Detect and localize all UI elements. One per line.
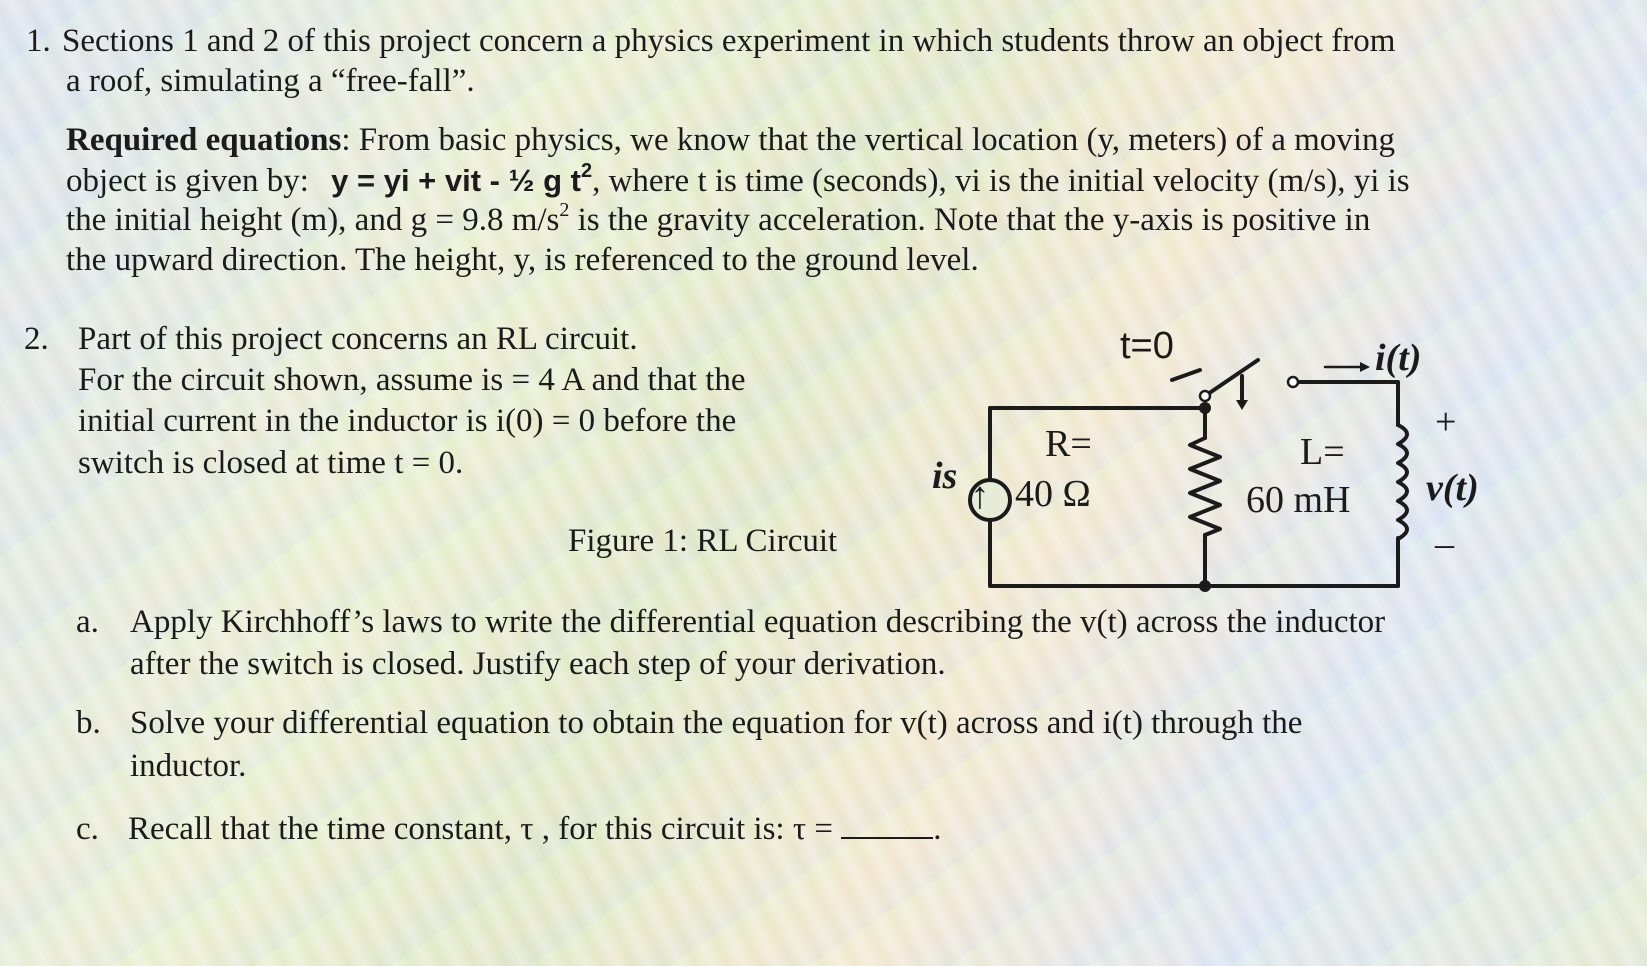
junction-node-bottom [1199, 580, 1211, 592]
voltage-label: v(t) [1426, 467, 1479, 509]
required-line3-exponent: 2 [559, 199, 570, 221]
question-a-letter: a. [76, 604, 99, 640]
switch-contact-right [1288, 377, 1298, 387]
required-line1-rest: : From basic physics, we know that the vertical location (y, meters) of a moving [341, 122, 1395, 158]
free-fall-equation [331, 160, 593, 198]
question-c-text: Recall that the time constant, τ , for this circuit is: τ = [128, 811, 833, 847]
required-line3-start: the initial height (m), and g = 9.8 m/s [66, 202, 560, 238]
rl-circuit-diagram [890, 325, 1590, 600]
voltage-minus-sign: – [1435, 523, 1454, 565]
item2-line4: switch is closed at time t = 0. [78, 445, 464, 481]
source-current-label: is [932, 455, 958, 497]
item2-line2: For the circuit shown, assume is = 4 A and that the [78, 362, 746, 398]
equation-text: y = yi + vit - ½ g t [331, 163, 581, 198]
item1-line1: Sections 1 and 2 of this project concern a physics experiment in which students throw an object from [62, 23, 1396, 59]
switch-blade [1205, 360, 1258, 396]
item2-line3: initial current in the inductor is i(0) = 0 before the [78, 403, 737, 439]
resistor-label-top: R= [1045, 423, 1092, 465]
switch-time-label: t=0 [1120, 325, 1174, 367]
voltage-plus-sign: + [1435, 401, 1457, 443]
question-c-end: . [933, 811, 942, 847]
question-c-line [128, 808, 941, 850]
item2-line1: Part of this project concerns an RL circuit. [78, 321, 638, 357]
current-arrow-head [1360, 362, 1370, 372]
question-b-line1: Solve your differential equation to obtain the equation for v(t) across and i(t) through the [130, 705, 1303, 741]
switch-contact-left [1200, 391, 1210, 401]
item1-required-line4: the upward direction. The height, y, is referenced to the ground level. [66, 242, 979, 278]
resistor-label-value: 40 Ω [1015, 473, 1091, 515]
current-label: i(t) [1375, 337, 1422, 379]
resistor-zigzag [1190, 438, 1220, 535]
equation-exponent: 2 [580, 160, 593, 182]
item1-required-line2 [66, 160, 1410, 202]
question-a-line1: Apply Kirchhoff’s laws to write the differential equation describing the v(t) across the inductor [130, 604, 1386, 640]
item1-number: 1. [26, 23, 51, 59]
time-constant-answer-blank[interactable] [841, 811, 933, 839]
required-line3-end: is the gravity acceleration. Note that the y-axis is positive in [569, 202, 1371, 238]
item2-number: 2. [24, 321, 49, 357]
current-source-arrow-icon: ↑ [970, 475, 990, 517]
item1-required-line1 [66, 119, 1395, 161]
required-equations-label: Required equations [66, 122, 342, 158]
required-line2-start: object is given by: [66, 163, 309, 199]
item1-required-line3 [66, 199, 1370, 241]
inductor-label-top: L= [1300, 431, 1345, 473]
inductor-label-value: 60 mH [1246, 479, 1351, 521]
question-a-line2: after the switch is closed. Justify each step of your derivation. [130, 646, 946, 682]
switch-label-tick [1172, 370, 1200, 380]
question-b-letter: b. [76, 705, 101, 741]
item1-line2: a roof, simulating a “free-fall”. [66, 63, 475, 99]
figure-caption: Figure 1: RL Circuit [568, 523, 838, 559]
junction-node-top [1199, 402, 1211, 414]
question-b-line2: inductor. [130, 748, 247, 784]
required-line2-end: , where t is time (seconds), vi is the initial velocity (m/s), yi is [592, 163, 1410, 199]
switch-arrow-head [1236, 400, 1248, 410]
question-c-letter: c. [76, 811, 99, 847]
inductor-lead-top [1350, 382, 1398, 425]
inductor-coil [1398, 425, 1407, 539]
